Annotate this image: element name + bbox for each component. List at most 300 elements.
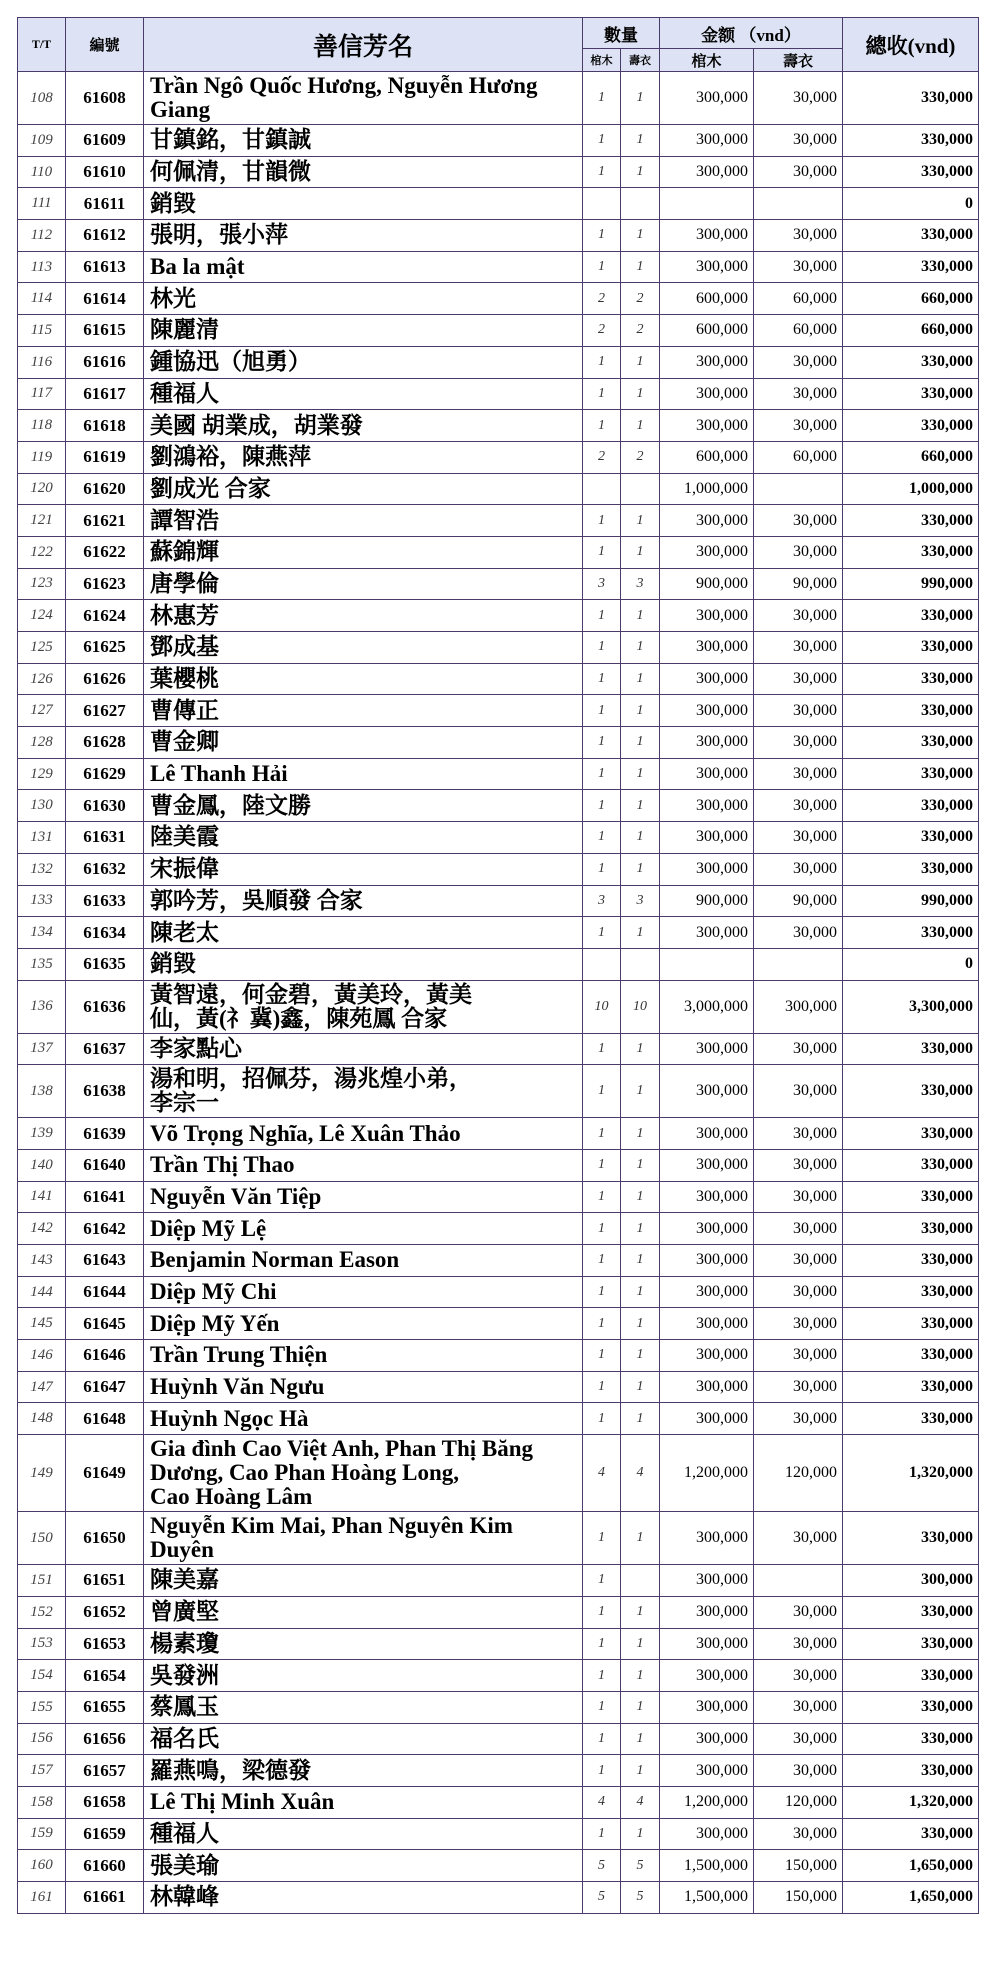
row-number: 144: [18, 1276, 66, 1308]
row-qty-shroud: 1: [621, 1308, 660, 1340]
row-qty-coffin: 3: [583, 885, 621, 917]
row-amount-shroud: 30,000: [754, 695, 843, 727]
row-qty-coffin: 1: [583, 251, 621, 283]
row-qty-coffin: 1: [583, 72, 621, 125]
row-total: 330,000: [843, 1723, 979, 1755]
donor-table: [17, 17, 979, 1914]
row-donor-name: 黃智遠，何金碧，黃美玲，黃美 仙，黃(礻冀)鑫，陳苑鳳 合家: [144, 980, 583, 1033]
table-row: [18, 727, 979, 759]
row-qty-coffin: [583, 948, 621, 980]
row-qty-coffin: 1: [583, 1512, 621, 1565]
row-qty-shroud: [621, 1565, 660, 1597]
row-code: 61660: [66, 1850, 144, 1882]
row-code: 61640: [66, 1149, 144, 1181]
row-amount-coffin: 300,000: [660, 1181, 754, 1213]
row-qty-coffin: 1: [583, 1308, 621, 1340]
row-amount-coffin: 300,000: [660, 632, 754, 664]
row-donor-name: 種福人: [144, 1818, 583, 1850]
row-qty-coffin: 1: [583, 156, 621, 188]
table-row: [18, 188, 979, 220]
row-code: 61625: [66, 632, 144, 664]
row-qty-shroud: 4: [621, 1435, 660, 1512]
row-qty-coffin: 3: [583, 568, 621, 600]
row-qty-shroud: 1: [621, 695, 660, 727]
row-qty-coffin: 1: [583, 600, 621, 632]
row-total: 330,000: [843, 1245, 979, 1277]
row-amount-coffin: 1,500,000: [660, 1850, 754, 1882]
row-donor-name: 譚智浩: [144, 505, 583, 537]
row-donor-name: 甘鎮銘，甘鎮誠: [144, 125, 583, 157]
row-qty-shroud: 1: [621, 251, 660, 283]
header-tt: T/T: [18, 18, 66, 72]
table-row: [18, 1691, 979, 1723]
row-amount-coffin: 1,500,000: [660, 1882, 754, 1914]
table-row: [18, 1723, 979, 1755]
row-code: 61614: [66, 283, 144, 315]
table-row: [18, 1755, 979, 1787]
table-row: [18, 600, 979, 632]
row-number: 111: [18, 188, 66, 220]
row-total: 330,000: [843, 1149, 979, 1181]
row-qty-coffin: 1: [583, 1118, 621, 1150]
row-qty-coffin: 1: [583, 1245, 621, 1277]
row-donor-name: 林韓峰: [144, 1882, 583, 1914]
row-qty-coffin: 1: [583, 1628, 621, 1660]
table-row: [18, 1276, 979, 1308]
row-amount-shroud: 60,000: [754, 315, 843, 347]
row-code: 61618: [66, 410, 144, 442]
row-total: 330,000: [843, 1340, 979, 1372]
row-amount-shroud: 30,000: [754, 1245, 843, 1277]
row-donor-name: 蔡鳳玉: [144, 1691, 583, 1723]
row-total: 0: [843, 948, 979, 980]
table-row: [18, 1435, 979, 1512]
row-donor-name: 陳老太: [144, 917, 583, 949]
row-number: 128: [18, 727, 66, 759]
row-donor-name: Võ Trọng Nghĩa, Lê Xuân Thảo: [144, 1118, 583, 1150]
row-donor-name: Huỳnh Ngọc Hà: [144, 1403, 583, 1435]
row-amount-shroud: 30,000: [754, 1181, 843, 1213]
table-row: [18, 1371, 979, 1403]
row-amount-shroud: 30,000: [754, 346, 843, 378]
row-donor-name: 郭吟芳，吳順發 合家: [144, 885, 583, 917]
row-qty-shroud: 1: [621, 1118, 660, 1150]
row-amount-shroud: 30,000: [754, 1755, 843, 1787]
row-qty-shroud: 1: [621, 1628, 660, 1660]
row-number: 115: [18, 315, 66, 347]
row-amount-shroud: 150,000: [754, 1882, 843, 1914]
row-qty-shroud: 1: [621, 1276, 660, 1308]
row-total: 330,000: [843, 1691, 979, 1723]
row-code: 61636: [66, 980, 144, 1033]
row-number: 157: [18, 1755, 66, 1787]
row-qty-shroud: 1: [621, 632, 660, 664]
row-amount-shroud: 30,000: [754, 251, 843, 283]
row-number: 124: [18, 600, 66, 632]
row-amount-coffin: 300,000: [660, 1565, 754, 1597]
row-number: 136: [18, 980, 66, 1033]
row-total: 330,000: [843, 1818, 979, 1850]
row-number: 152: [18, 1596, 66, 1628]
row-donor-name: 蘇錦輝: [144, 536, 583, 568]
row-total: 330,000: [843, 1118, 979, 1150]
table-row: [18, 441, 979, 473]
row-code: 61619: [66, 441, 144, 473]
row-total: 330,000: [843, 790, 979, 822]
row-amount-shroud: 30,000: [754, 1340, 843, 1372]
row-amount-shroud: 30,000: [754, 1033, 843, 1065]
row-total: 330,000: [843, 125, 979, 157]
row-amount-shroud: 30,000: [754, 72, 843, 125]
row-amount-coffin: 300,000: [660, 1308, 754, 1340]
table-row: [18, 695, 979, 727]
row-amount-shroud: 30,000: [754, 1818, 843, 1850]
row-amount-shroud: 90,000: [754, 885, 843, 917]
row-qty-shroud: 1: [621, 72, 660, 125]
row-amount-coffin: 300,000: [660, 695, 754, 727]
row-total: 330,000: [843, 1596, 979, 1628]
row-total: 3,300,000: [843, 980, 979, 1033]
row-qty-shroud: 1: [621, 1371, 660, 1403]
row-donor-name: 唐學倫: [144, 568, 583, 600]
row-qty-shroud: [621, 948, 660, 980]
row-code: 61623: [66, 568, 144, 600]
row-donor-name: Lê Thanh Hải: [144, 758, 583, 790]
row-number: 132: [18, 853, 66, 885]
row-amount-shroud: 30,000: [754, 220, 843, 252]
row-code: 61648: [66, 1403, 144, 1435]
row-donor-name: Ba la mật: [144, 251, 583, 283]
row-amount-shroud: 30,000: [754, 822, 843, 854]
header-quantity: 數量: [583, 18, 660, 49]
row-qty-coffin: 1: [583, 1723, 621, 1755]
row-total: 660,000: [843, 315, 979, 347]
row-donor-name: Diệp Mỹ Lệ: [144, 1213, 583, 1245]
row-amount-coffin: 900,000: [660, 568, 754, 600]
row-donor-name: 葉櫻桃: [144, 663, 583, 695]
row-number: 119: [18, 441, 66, 473]
row-qty-shroud: 1: [621, 1723, 660, 1755]
table-row: [18, 1850, 979, 1882]
row-donor-name: 劉鴻裕，陳燕萍: [144, 441, 583, 473]
row-total: 330,000: [843, 1181, 979, 1213]
row-amount-coffin: 300,000: [660, 1723, 754, 1755]
row-donor-name: Nguyễn Kim Mai, Phan Nguyên Kim Duyên: [144, 1512, 583, 1565]
row-total: 990,000: [843, 885, 979, 917]
row-amount-shroud: 30,000: [754, 758, 843, 790]
row-code: 61622: [66, 536, 144, 568]
row-amount-shroud: [754, 473, 843, 505]
row-amount-shroud: [754, 188, 843, 220]
row-number: 110: [18, 156, 66, 188]
row-qty-shroud: 1: [621, 125, 660, 157]
row-donor-name: 李家點心: [144, 1033, 583, 1065]
row-total: 330,000: [843, 727, 979, 759]
row-donor-name: Trần Thị Thao: [144, 1149, 583, 1181]
row-total: 1,000,000: [843, 473, 979, 505]
row-qty-coffin: [583, 188, 621, 220]
row-donor-name: 陳麗清: [144, 315, 583, 347]
row-code: 61653: [66, 1628, 144, 1660]
row-number: 158: [18, 1786, 66, 1818]
row-number: 123: [18, 568, 66, 600]
row-amount-coffin: 300,000: [660, 853, 754, 885]
table-row: [18, 1596, 979, 1628]
row-donor-name: 福名氏: [144, 1723, 583, 1755]
row-qty-coffin: 1: [583, 853, 621, 885]
row-donor-name: 美國 胡業成，胡業發: [144, 410, 583, 442]
row-amount-coffin: 300,000: [660, 72, 754, 125]
row-donor-name: 陸美霞: [144, 822, 583, 854]
row-qty-shroud: 1: [621, 1403, 660, 1435]
row-qty-coffin: 2: [583, 283, 621, 315]
row-code: 61611: [66, 188, 144, 220]
row-amount-shroud: 30,000: [754, 1512, 843, 1565]
row-qty-coffin: 1: [583, 378, 621, 410]
row-qty-shroud: 1: [621, 156, 660, 188]
header-name: 善信芳名: [144, 18, 583, 72]
row-qty-coffin: 1: [583, 505, 621, 537]
row-code: 61658: [66, 1786, 144, 1818]
row-number: 121: [18, 505, 66, 537]
table-row: [18, 980, 979, 1033]
row-number: 155: [18, 1691, 66, 1723]
row-qty-coffin: 1: [583, 1818, 621, 1850]
row-amount-coffin: 300,000: [660, 346, 754, 378]
row-qty-coffin: 1: [583, 758, 621, 790]
row-amount-shroud: 30,000: [754, 125, 843, 157]
row-total: 330,000: [843, 695, 979, 727]
row-code: 61624: [66, 600, 144, 632]
row-donor-name: 張明，張小萍: [144, 220, 583, 252]
row-amount-shroud: 30,000: [754, 156, 843, 188]
row-amount-coffin: 300,000: [660, 1213, 754, 1245]
row-amount-shroud: 30,000: [754, 1118, 843, 1150]
row-amount-coffin: 300,000: [660, 790, 754, 822]
row-amount-coffin: 900,000: [660, 885, 754, 917]
row-qty-shroud: 1: [621, 790, 660, 822]
row-code: 61639: [66, 1118, 144, 1150]
row-code: 61638: [66, 1065, 144, 1118]
table-row: [18, 568, 979, 600]
table-header: [18, 18, 979, 72]
row-qty-coffin: 1: [583, 1065, 621, 1118]
row-amount-coffin: 1,000,000: [660, 473, 754, 505]
row-amount-shroud: 30,000: [754, 663, 843, 695]
row-qty-coffin: 1: [583, 790, 621, 822]
row-total: 330,000: [843, 663, 979, 695]
table-row: [18, 1181, 979, 1213]
row-qty-shroud: 1: [621, 1660, 660, 1692]
row-code: 61643: [66, 1245, 144, 1277]
row-donor-name: 湯和明，招佩芬，湯兆煌小弟， 李宗一: [144, 1065, 583, 1118]
row-total: 330,000: [843, 536, 979, 568]
row-donor-name: 林光: [144, 283, 583, 315]
row-amount-coffin: 300,000: [660, 1245, 754, 1277]
header-amount: 金额 （vnd）: [660, 18, 843, 49]
row-amount-shroud: 30,000: [754, 1660, 843, 1692]
row-donor-name: 陳美嘉: [144, 1565, 583, 1597]
row-amount-shroud: 30,000: [754, 1276, 843, 1308]
row-amount-shroud: 30,000: [754, 790, 843, 822]
row-code: 61629: [66, 758, 144, 790]
row-total: 330,000: [843, 156, 979, 188]
row-qty-coffin: 1: [583, 1403, 621, 1435]
row-code: 61635: [66, 948, 144, 980]
table-row: [18, 1786, 979, 1818]
row-qty-shroud: 1: [621, 220, 660, 252]
header-qty-coffin: 棺木: [583, 49, 621, 72]
row-amount-coffin: 300,000: [660, 1512, 754, 1565]
row-amount-shroud: 60,000: [754, 441, 843, 473]
row-number: 141: [18, 1181, 66, 1213]
row-qty-coffin: 1: [583, 822, 621, 854]
header-code: 編號: [66, 18, 144, 72]
row-qty-shroud: 4: [621, 1786, 660, 1818]
row-amount-shroud: 30,000: [754, 600, 843, 632]
row-qty-shroud: 1: [621, 1818, 660, 1850]
row-code: 61654: [66, 1660, 144, 1692]
row-qty-shroud: 1: [621, 663, 660, 695]
row-code: 61608: [66, 72, 144, 125]
table-row: [18, 505, 979, 537]
row-donor-name: Diệp Mỹ Chi: [144, 1276, 583, 1308]
row-number: 159: [18, 1818, 66, 1850]
table-body: [18, 72, 979, 1914]
row-amount-shroud: 30,000: [754, 1723, 843, 1755]
row-qty-coffin: 1: [583, 917, 621, 949]
row-number: 153: [18, 1628, 66, 1660]
row-qty-shroud: 1: [621, 822, 660, 854]
row-total: 1,650,000: [843, 1882, 979, 1914]
row-total: 330,000: [843, 758, 979, 790]
row-total: 330,000: [843, 346, 979, 378]
row-amount-coffin: 300,000: [660, 1628, 754, 1660]
row-qty-shroud: 1: [621, 600, 660, 632]
row-qty-coffin: 1: [583, 1596, 621, 1628]
row-amount-shroud: [754, 1565, 843, 1597]
row-qty-coffin: 1: [583, 1149, 621, 1181]
row-qty-coffin: 1: [583, 1033, 621, 1065]
row-amount-coffin: 600,000: [660, 315, 754, 347]
row-code: 61632: [66, 853, 144, 885]
header-amount-shroud: 壽衣: [754, 49, 843, 72]
row-number: 112: [18, 220, 66, 252]
row-number: 108: [18, 72, 66, 125]
row-qty-coffin: 1: [583, 410, 621, 442]
row-amount-coffin: 300,000: [660, 1149, 754, 1181]
row-number: 118: [18, 410, 66, 442]
table-row: [18, 1565, 979, 1597]
row-number: 147: [18, 1371, 66, 1403]
row-amount-coffin: 300,000: [660, 1371, 754, 1403]
table-row: [18, 1308, 979, 1340]
row-qty-shroud: 1: [621, 410, 660, 442]
row-code: 61617: [66, 378, 144, 410]
row-donor-name: 鄧成基: [144, 632, 583, 664]
row-number: 137: [18, 1033, 66, 1065]
row-amount-coffin: 300,000: [660, 600, 754, 632]
row-qty-coffin: 10: [583, 980, 621, 1033]
table-row: [18, 1065, 979, 1118]
table-row: [18, 1245, 979, 1277]
row-amount-coffin: 300,000: [660, 663, 754, 695]
row-qty-coffin: 1: [583, 125, 621, 157]
row-qty-coffin: 1: [583, 1755, 621, 1787]
row-donor-name: Huỳnh Văn Ngưu: [144, 1371, 583, 1403]
header-amount-coffin: 棺木: [660, 49, 754, 72]
table-row: [18, 536, 979, 568]
row-total: 330,000: [843, 505, 979, 537]
row-qty-shroud: 1: [621, 1033, 660, 1065]
table-row: [18, 1149, 979, 1181]
row-number: 142: [18, 1213, 66, 1245]
row-qty-shroud: 1: [621, 536, 660, 568]
row-number: 135: [18, 948, 66, 980]
row-qty-shroud: 1: [621, 505, 660, 537]
table-row: [18, 853, 979, 885]
row-number: 122: [18, 536, 66, 568]
row-total: 330,000: [843, 251, 979, 283]
row-qty-coffin: 1: [583, 1213, 621, 1245]
table-row: [18, 822, 979, 854]
row-number: 133: [18, 885, 66, 917]
table-row: [18, 220, 979, 252]
table-row: [18, 72, 979, 125]
row-donor-name: 劉成光 合家: [144, 473, 583, 505]
row-amount-coffin: 300,000: [660, 1691, 754, 1723]
donation-sheet: [17, 17, 978, 1914]
row-total: 330,000: [843, 1755, 979, 1787]
row-code: 61620: [66, 473, 144, 505]
row-amount-coffin: 1,200,000: [660, 1435, 754, 1512]
row-number: 120: [18, 473, 66, 505]
row-qty-shroud: 1: [621, 853, 660, 885]
row-amount-coffin: 300,000: [660, 1033, 754, 1065]
row-amount-coffin: 300,000: [660, 251, 754, 283]
row-amount-shroud: 30,000: [754, 378, 843, 410]
row-qty-shroud: 1: [621, 1691, 660, 1723]
row-code: 61627: [66, 695, 144, 727]
table-row: [18, 1660, 979, 1692]
row-qty-shroud: 1: [621, 758, 660, 790]
row-number: 129: [18, 758, 66, 790]
row-donor-name: Benjamin Norman Eason: [144, 1245, 583, 1277]
row-donor-name: Diệp Mỹ Yến: [144, 1308, 583, 1340]
row-amount-shroud: 120,000: [754, 1786, 843, 1818]
row-total: 660,000: [843, 441, 979, 473]
row-donor-name: 曾廣堅: [144, 1596, 583, 1628]
row-qty-coffin: 2: [583, 441, 621, 473]
table-row: [18, 156, 979, 188]
row-number: 149: [18, 1435, 66, 1512]
row-qty-shroud: 5: [621, 1850, 660, 1882]
row-total: 330,000: [843, 410, 979, 442]
row-total: 1,320,000: [843, 1435, 979, 1512]
row-total: 1,650,000: [843, 1850, 979, 1882]
row-amount-coffin: 300,000: [660, 1118, 754, 1150]
row-number: 151: [18, 1565, 66, 1597]
row-code: 61628: [66, 727, 144, 759]
row-code: 61621: [66, 505, 144, 537]
row-qty-shroud: [621, 188, 660, 220]
row-donor-name: Trần Trung Thiện: [144, 1340, 583, 1372]
row-qty-coffin: 1: [583, 1181, 621, 1213]
header-qty-shroud: 壽衣: [621, 49, 660, 72]
row-amount-coffin: 300,000: [660, 1340, 754, 1372]
row-number: 134: [18, 917, 66, 949]
row-amount-shroud: 30,000: [754, 1403, 843, 1435]
